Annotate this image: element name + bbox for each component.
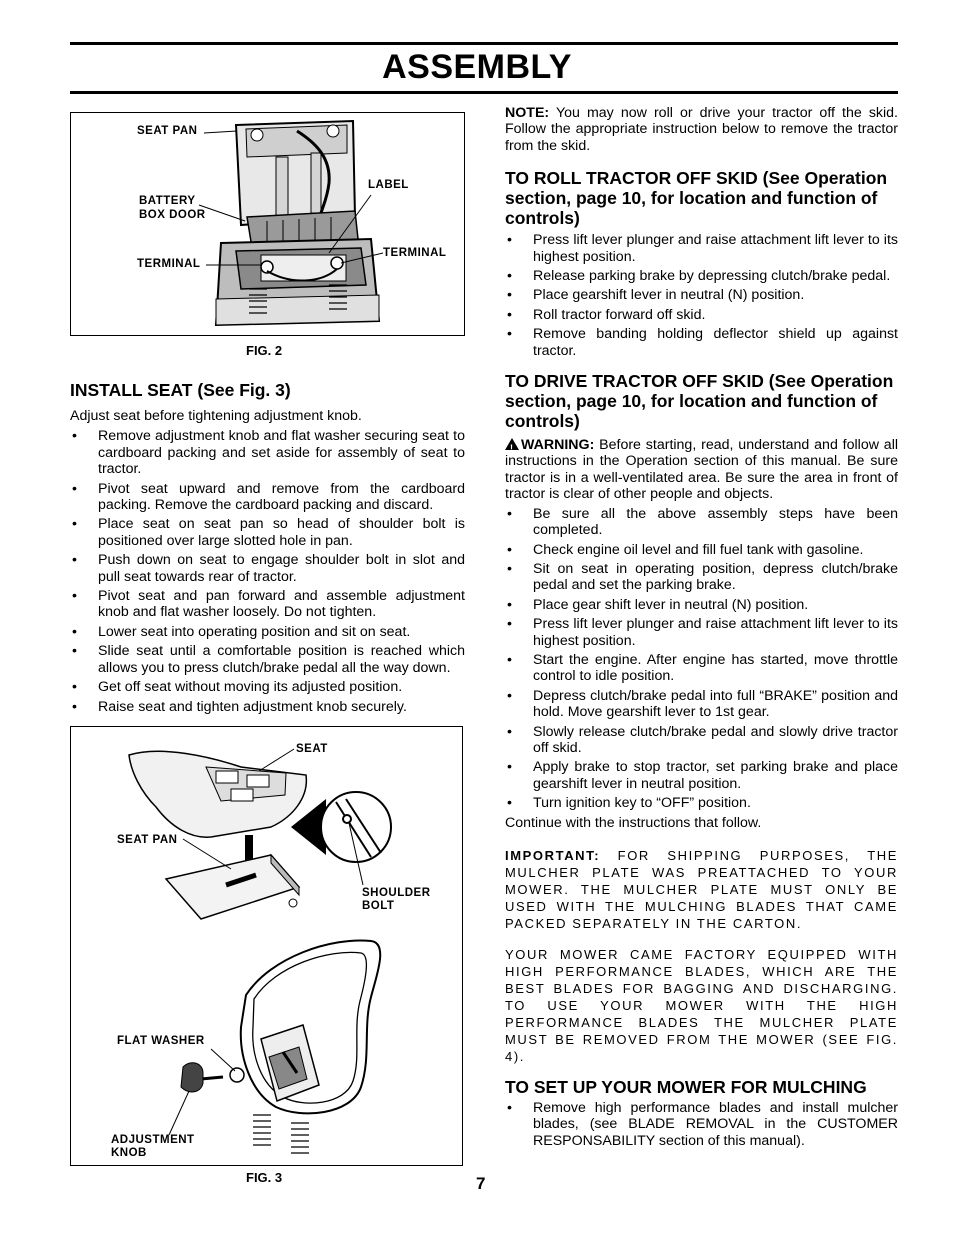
list-item: • Pivot seat and pan forward and assemble adjustment knob and flat washer loosely. Do not tighten. — [70, 588, 465, 621]
roll-off-list — [505, 232, 898, 359]
right-column — [505, 105, 898, 1152]
fig2-caption: FIG. 2 — [246, 343, 283, 358]
warning-paragraph — [505, 437, 898, 503]
label-battery: BATTERY — [139, 195, 196, 207]
list-item: • Apply brake to stop tractor, set parking brake and place gearshift lever in neutral position. — [505, 759, 898, 792]
list-item: • Release parking brake by depressing clutch/brake pedal. — [505, 268, 898, 284]
warning-icon: ! — [505, 438, 519, 450]
figure-3 — [70, 726, 463, 1166]
label-bolt: BOLT — [362, 900, 395, 912]
list-item: • Lower seat into operating position and sit on seat. — [70, 624, 465, 640]
label-seat: SEAT — [296, 743, 328, 755]
warning-label: WARNING: — [521, 437, 595, 454]
battery-box-illustration — [71, 113, 464, 335]
important-paragraph — [505, 847, 898, 932]
drive-off-list — [505, 506, 898, 812]
list-item: • Remove adjustment knob and flat washer securing seat to cardboard packing and set aside for assembly of seat to tractor. — [70, 428, 465, 477]
list-item: • Slide seat until a comfortable position is reached which allows you to press clutch/brake pedal all the way down. — [70, 643, 465, 676]
label-flat-washer: FLAT WASHER — [117, 1035, 205, 1047]
list-item: • Press lift lever plunger and raise attachment lift lever to its highest position. — [505, 616, 898, 649]
list-item: • Start the engine. After engine has started, move throttle control to idle position. — [505, 652, 898, 685]
list-item: • Check engine oil level and fill fuel tank with gasoline. — [505, 542, 898, 558]
install-seat-section — [70, 380, 465, 718]
label-seat-pan-fig3: SEAT PAN — [117, 834, 178, 846]
list-item: • Roll tractor forward off skid. — [505, 307, 898, 323]
mulching-list — [505, 1100, 898, 1149]
label-shoulder: SHOULDER — [362, 887, 431, 899]
label-knob: KNOB — [111, 1147, 147, 1159]
label-adjustment: ADJUSTMENT — [111, 1134, 195, 1146]
list-item: • Slowly release clutch/brake pedal and slowly drive tractor off skid. — [505, 724, 898, 757]
list-item: • Be sure all the above assembly steps have been completed. — [505, 506, 898, 539]
warning-text: Before starting, read, understand and follow all instructions in the Operation section of this manual. Be sure tractor is in a well-ventilated area. Be sure the area in front of tractor is clear of other people and objects. — [505, 437, 898, 503]
label-terminal-right: TERMINAL — [383, 247, 447, 259]
figure-2 — [70, 112, 465, 336]
mulching-heading: TO SET UP YOUR MOWER FOR MULCHING — [505, 1077, 867, 1097]
roll-off-heading: TO ROLL TRACTOR OFF SKID (See Operation section, page 10, for location and function of controls) — [505, 168, 888, 229]
label-terminal-left: TERMINAL — [137, 258, 201, 270]
install-seat-intro: Adjust seat before tightening adjustment knob. — [70, 408, 362, 424]
install-seat-list — [70, 428, 465, 715]
list-item: • Turn ignition key to “OFF” position. — [505, 795, 898, 811]
list-item: • Press lift lever plunger and raise attachment lift lever to its highest position. — [505, 232, 898, 265]
important-text-1: FOR SHIPPING PURPOSES, THE MULCHER PLATE WAS PREATTACHED TO YOUR MOWER. THE MULCHER PLATE MUST ONLY BE USED WITH THE MULCHING BLADES THAT CAME PACKED SEPARATELY IN THE CARTON. — [505, 848, 898, 931]
list-item: • Raise seat and tighten adjustment knob securely. — [70, 699, 465, 715]
important-label: IMPORTANT: — [505, 848, 601, 863]
label-box-door: BOX DOOR — [139, 209, 206, 221]
title-underline — [70, 91, 898, 94]
list-item: • Place seat on seat pan so head of shoulder bolt is positioned over large slotted hole in pan. — [70, 516, 465, 549]
continue-text: Continue with the instructions that follow. — [505, 814, 762, 831]
top-rule — [70, 42, 898, 45]
list-item: • Depress clutch/brake pedal into full “BRAKE” position and hold. Move gearshift lever to 1st gear. — [505, 688, 898, 721]
list-item: • Place gearshift lever in neutral (N) position. — [505, 287, 898, 303]
important-paragraph-2: YOUR MOWER CAME FACTORY EQUIPPED WITH HIGH PERFORMANCE BLADES, WHICH ARE THE BEST BLADES FOR BAGGING AND DISCHARGING. TO USE YOUR MOWER WITH THE HIGH PERFORMANCE BLADES THE MULCHER PLATE MUST BE REMOVED FROM THE MOWER (SEE FIG. 4). — [505, 947, 898, 1064]
note-text: You may now roll or drive your tractor off the skid. Follow the appropriate instruction below to remove the tractor from the skid. — [505, 105, 898, 154]
seat-installation-illustration — [71, 727, 462, 1165]
list-item: • Remove high performance blades and install mulcher blades, (see BLADE REMOVAL in the CUSTOMER RESPONSABILITY section of this manual). — [505, 1100, 898, 1149]
install-seat-heading: INSTALL SEAT (See Fig. 3) — [70, 380, 291, 400]
list-item: • Get off seat without moving its adjusted position. — [70, 679, 465, 695]
list-item: • Pivot seat upward and remove from the cardboard packing. Remove the cardboard packing and discard. — [70, 481, 465, 514]
list-item: • Place gear shift lever in neutral (N) position. — [505, 597, 898, 613]
label-seat-pan: SEAT PAN — [137, 125, 198, 137]
drive-off-heading: TO DRIVE TRACTOR OFF SKID (See Operation section, page 10, for location and function of controls) — [505, 371, 894, 432]
page-title: ASSEMBLY — [382, 48, 572, 86]
note-label: NOTE: — [505, 105, 550, 121]
list-item: • Sit on seat in operating position, depress clutch/brake pedal and set the parking brake. — [505, 561, 898, 594]
fig3-caption: FIG. 3 — [246, 1170, 283, 1185]
list-item: • Remove banding holding deflector shield up against tractor. — [505, 326, 898, 359]
list-item: • Push down on seat to engage shoulder bolt in slot and pull seat towards rear of tractor. — [70, 552, 465, 585]
note-paragraph — [505, 105, 898, 154]
page-number: 7 — [476, 1174, 486, 1193]
label-label: LABEL — [368, 179, 409, 191]
